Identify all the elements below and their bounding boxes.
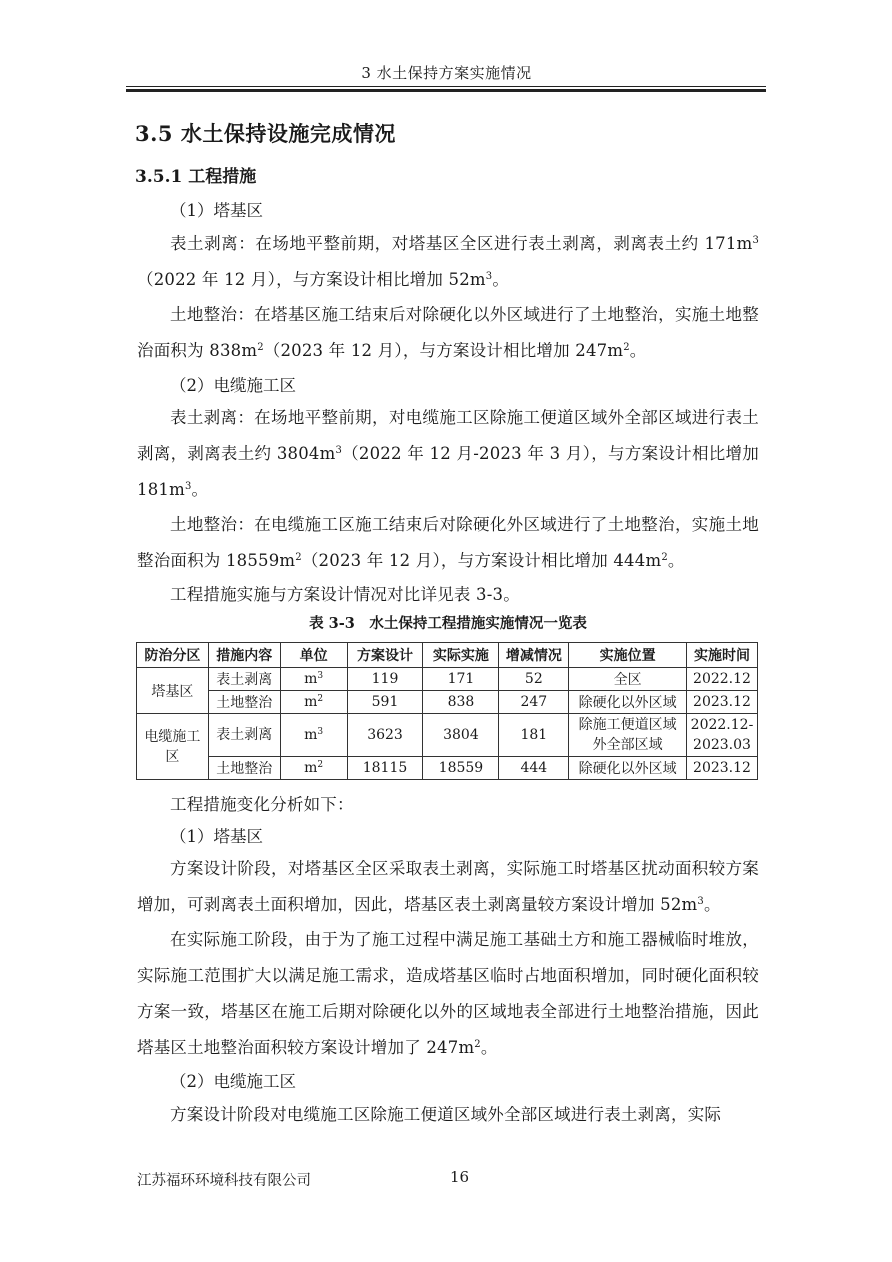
- table-cell: 18115: [347, 757, 423, 780]
- cable-area-heading: （2）电缆施工区: [170, 376, 296, 395]
- cable-strip-paragraph: 表土剥离：在场地平整前期，对电缆施工区除施工便道区域外全部区域进行表土剥离，剥离表土约 $3804m^3(2022$ 年 12 月-2023 年 3 月），与方案设计相比增加 $181m^3$。: [137, 408, 759, 499]
- table-cell: 除硬化以外区域: [569, 691, 687, 714]
- table-row: [137, 757, 758, 780]
- table-cell: 表土剥离: [208, 668, 280, 691]
- tower-strip-paragraph: 表土剥离：在场地平整前期，对塔基区全区进行表土剥离，剥离表土约 $171m^3(2022$ 年 12 月），与方案设计相比增加 $52m^3$。: [137, 234, 759, 289]
- footer-company: 江苏福环环境科技有限公司: [137, 1173, 311, 1189]
- compare-note: 工程措施实施与方案设计情况对比详见表 3-3。: [170, 585, 520, 604]
- table-cell: 18559: [423, 757, 499, 780]
- table-cell: 247: [499, 691, 569, 714]
- zone-cell: 塔基区: [137, 668, 209, 714]
- section-title: 3.5 水土保持设施完成情况: [135, 121, 396, 146]
- table-cell: 2023.12: [686, 691, 757, 714]
- table-header-row: [137, 643, 758, 668]
- zone-cell: 电缆施工 区: [137, 714, 209, 780]
- table-cell: 52: [499, 668, 569, 691]
- table-cell: 838: [423, 691, 499, 714]
- table-cell: 119: [347, 668, 423, 691]
- tower-level-paragraph: 土地整治：在塔基区施工结束后对除硬化以外区域进行了土地整治，实施土地整治面积为 $838m^2(2023$ 年 12 月），与方案设计相比增加 $247m^2$。: [137, 305, 759, 360]
- running-header: 3 水土保持方案实施情况: [361, 64, 532, 82]
- table-cell: 181: [499, 714, 569, 757]
- table-caption: 表 3-3 水土保持工程措施实施情况一览表: [309, 615, 587, 632]
- tower-area-heading: （1）塔基区: [170, 201, 263, 220]
- table-header-cell: 防治分区: [137, 643, 209, 668]
- unit-cell: $m^2$: [280, 691, 347, 714]
- page-number: 16: [450, 1168, 470, 1186]
- table-header-cell: 单位: [280, 643, 347, 668]
- cable-level-paragraph: 土地整治：在电缆施工区施工结束后对除硬化外区域进行了土地整治，实施土地整治面积为 $18559m^2(2023$ 年 12 月），与方案设计相比增加 $444m^2$。: [137, 515, 759, 570]
- table-header-cell: 增减情况: [499, 643, 569, 668]
- header-rule-thin: [126, 86, 766, 87]
- table-cell: 444: [499, 757, 569, 780]
- table-header-cell: 实施时间: [686, 643, 757, 668]
- time-cell: 2022.12- 2023.03: [686, 714, 757, 757]
- table-row: [137, 691, 758, 714]
- table-row: [137, 714, 758, 757]
- header-rule-thick: [126, 89, 766, 92]
- analysis-tower-paragraph-2: 在实际施工阶段，由于为了施工过程中满足施工基础土方和施工器械临时堆放，实际施工范围扩大以满足施工需求，造成塔基区临时占地面积增加，同时硬化面积较方案一致，塔基区在施工后期对除硬化以外的区域地表全部进行土地整治措施，因此塔基区土地整治面积较方案设计增加了 $247m^2$。: [137, 930, 759, 1057]
- analysis-tower-heading: （1）塔基区: [170, 827, 263, 846]
- table-cell: 全区: [569, 668, 687, 691]
- analysis-cable-heading: （2）电缆施工区: [170, 1072, 296, 1091]
- table-cell: 土地整治: [208, 757, 280, 780]
- table-cell: 2023.12: [686, 757, 757, 780]
- analysis-tower-paragraph-1: 方案设计阶段，对塔基区全区采取表土剥离，实际施工时塔基区扰动面积较方案增加，可剥离表土面积增加，因此，塔基区表土剥离量较方案设计增加 $52m^3$。: [137, 859, 759, 914]
- table-header-cell: 措施内容: [208, 643, 280, 668]
- measures-table: [136, 642, 758, 780]
- unit-cell: $m^3$: [280, 714, 347, 757]
- table-cell: 表土剥离: [208, 714, 280, 757]
- table-cell: 171: [423, 668, 499, 691]
- table-header-cell: 方案设计: [347, 643, 423, 668]
- table-cell: 2022.12: [686, 668, 757, 691]
- table-cell: 土地整治: [208, 691, 280, 714]
- table-cell: 591: [347, 691, 423, 714]
- analysis-intro: 工程措施变化分析如下：: [170, 795, 354, 814]
- subsection-title: 3.5.1 工程措施: [135, 167, 257, 187]
- table-header-cell: 实际实施: [423, 643, 499, 668]
- unit-cell: $m^3$: [280, 668, 347, 691]
- unit-cell: $m^2$: [280, 757, 347, 780]
- analysis-cable-paragraph-1: 方案设计阶段对电缆施工区除施工便道区域外全部区域进行表土剥离，实际: [170, 1105, 722, 1124]
- location-cell: 除施工便道区域 外全部区域: [569, 714, 687, 757]
- table-row: [137, 668, 758, 691]
- table-cell: 3623: [347, 714, 423, 757]
- table-header-cell: 实施位置: [569, 643, 687, 668]
- table-cell: 3804: [423, 714, 499, 757]
- table-cell: 除硬化以外区域: [569, 757, 687, 780]
